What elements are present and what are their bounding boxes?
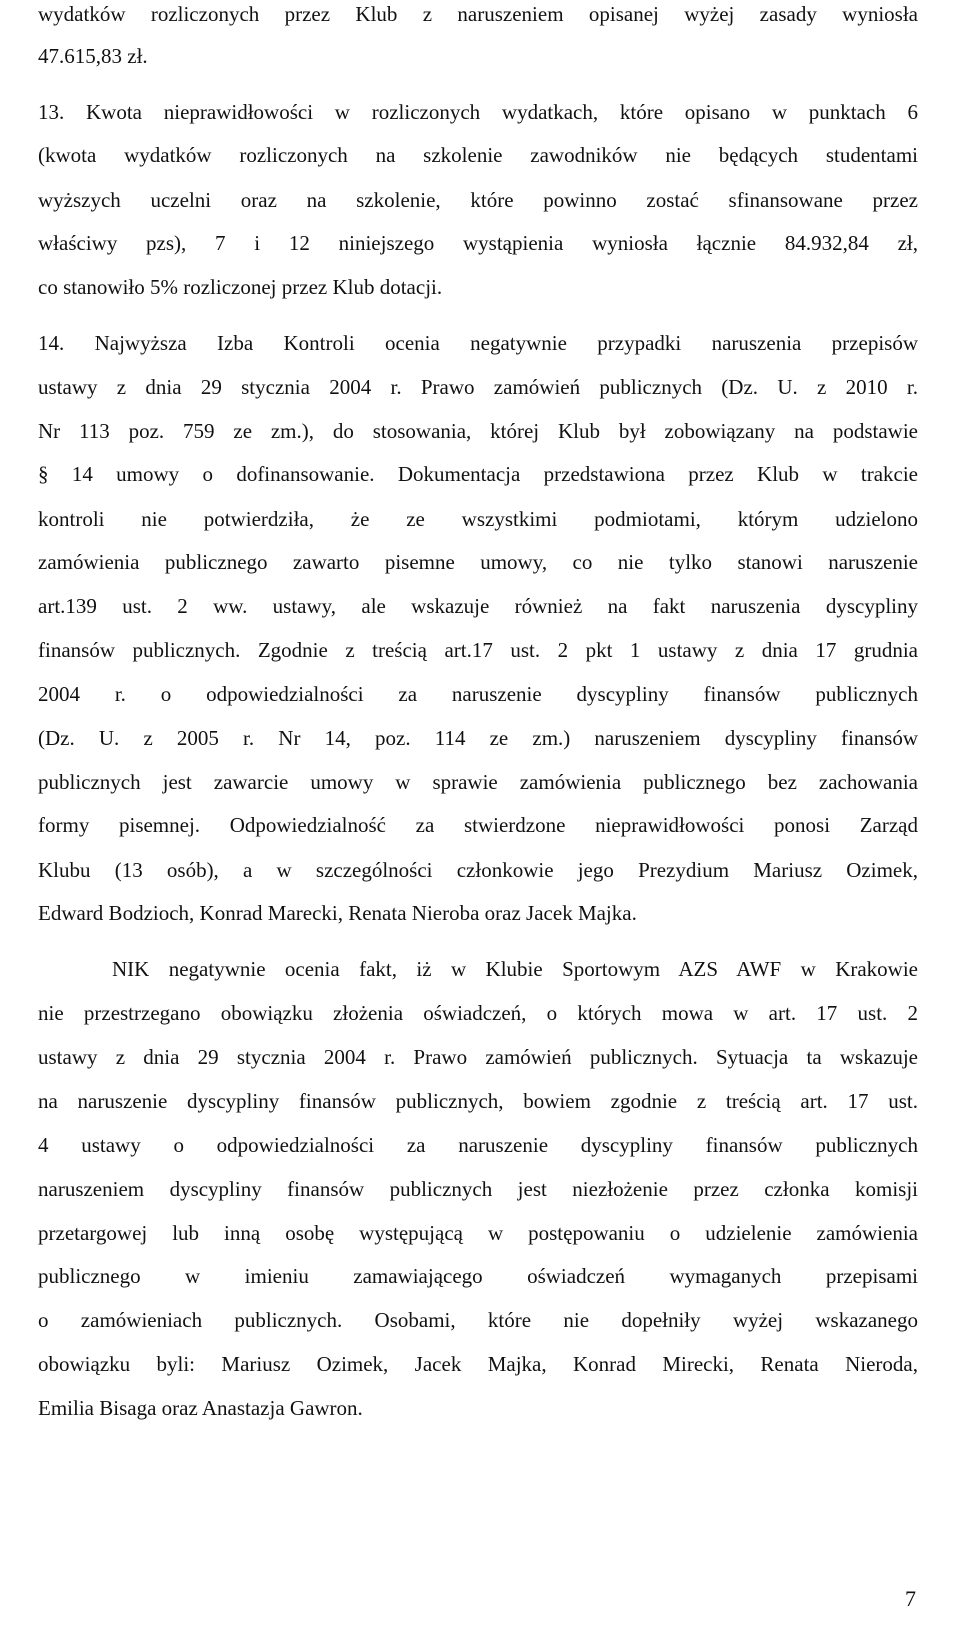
text-line: Klubu (13 osób), a w szczególności członkowie jego Prezydium Mariusz Ozimek, [38,858,918,882]
text-line: formy pisemnej. Odpowiedzialność za stwierdzone nieprawidłowości ponosi Zarząd [38,813,918,837]
text-line: 14. Najwyższa Izba Kontroli ocenia negatywnie przypadki naruszenia przepisów [38,331,918,355]
text-line: zamówienia publicznego zawarto pisemne umowy, co nie tylko stanowi naruszenie [38,550,918,574]
text-line: NIK negatywnie ocenia fakt, iż w Klubie Sportowym AZS AWF w Krakowie [112,957,918,981]
text-line: 47.615,83 zł. [38,44,148,68]
text-line: 13. Kwota nieprawidłowości w rozliczonych wydatkach, które opisano w punktach 6 [38,100,918,124]
page-number: 7 [905,1586,916,1611]
text-line: co stanowiło 5% rozliczonej przez Klub dotacji. [38,275,443,299]
text-line: o zamówieniach publicznych. Osobami, które nie dopełniły wyżej wskazanego [38,1308,918,1332]
text-line: kontroli nie potwierdziła, że ze wszystkimi podmiotami, którym udzielono [38,507,918,531]
text-line: 2004 r. o odpowiedzialności za naruszenie dyscypliny finansów publicznych [38,682,918,706]
text-line: Emilia Bisaga oraz Anastazja Gawron. [38,1396,363,1420]
text-line: wydatków rozliczonych przez Klub z naruszeniem opisanej wyżej zasady wyniosła [38,2,918,26]
text-line: (kwota wydatków rozliczonych na szkolenie zawodników nie będących studentami [38,143,918,167]
text-line: nie przestrzegano obowiązku złożenia oświadczeń, o których mowa w art. 17 ust. 2 [38,1001,918,1025]
text-line: wyższych uczelni oraz na szkolenie, które powinno zostać sfinansowane przez [38,188,918,212]
text-line: finansów publicznych. Zgodnie z treścią art.17 ust. 2 pkt 1 ustawy z dnia 17 grudnia [38,638,918,662]
text-line: naruszeniem dyscypliny finansów publicznych jest niezłożenie przez członka komisji [38,1177,918,1201]
text-line: publicznych jest zawarcie umowy w sprawie zamówienia publicznego bez zachowania [38,770,918,794]
text-line: właściwy pzs), 7 i 12 niniejszego wystąpienia wyniosła łącznie 84.932,84 zł, [38,231,918,255]
text-line: (Dz. U. z 2005 r. Nr 14, poz. 114 ze zm.) naruszeniem dyscypliny finansów [38,726,918,750]
text-line: ustawy z dnia 29 stycznia 2004 r. Prawo zamówień publicznych. Sytuacja ta wskazuje [38,1045,918,1069]
text-line: 4 ustawy o odpowiedzialności za naruszenie dyscypliny finansów publicznych [38,1133,918,1157]
text-line: art.139 ust. 2 ww. ustawy, ale wskazuje również na fakt naruszenia dyscypliny [38,594,918,618]
text-line: § 14 umowy o dofinansowanie. Dokumentacja przedstawiona przez Klub w trakcie [38,462,918,486]
text-line: Edward Bodzioch, Konrad Marecki, Renata Nieroba oraz Jacek Majka. [38,901,637,925]
text-line: na naruszenie dyscypliny finansów publicznych, bowiem zgodnie z treścią art. 17 ust. [38,1089,918,1113]
text-line: przetargowej lub inną osobę występującą w postępowaniu o udzielenie zamówienia [38,1221,918,1245]
text-line: ustawy z dnia 29 stycznia 2004 r. Prawo zamówień publicznych (Dz. U. z 2010 r. [38,375,918,399]
text-line: obowiązku byli: Mariusz Ozimek, Jacek Majka, Konrad Mirecki, Renata Nieroda, [38,1352,918,1376]
text-line: publicznego w imieniu zamawiającego oświadczeń wymaganych przepisami [38,1264,918,1288]
text-line: Nr 113 poz. 759 ze zm.), do stosowania, której Klub był zobowiązany na podstawie [38,419,918,443]
